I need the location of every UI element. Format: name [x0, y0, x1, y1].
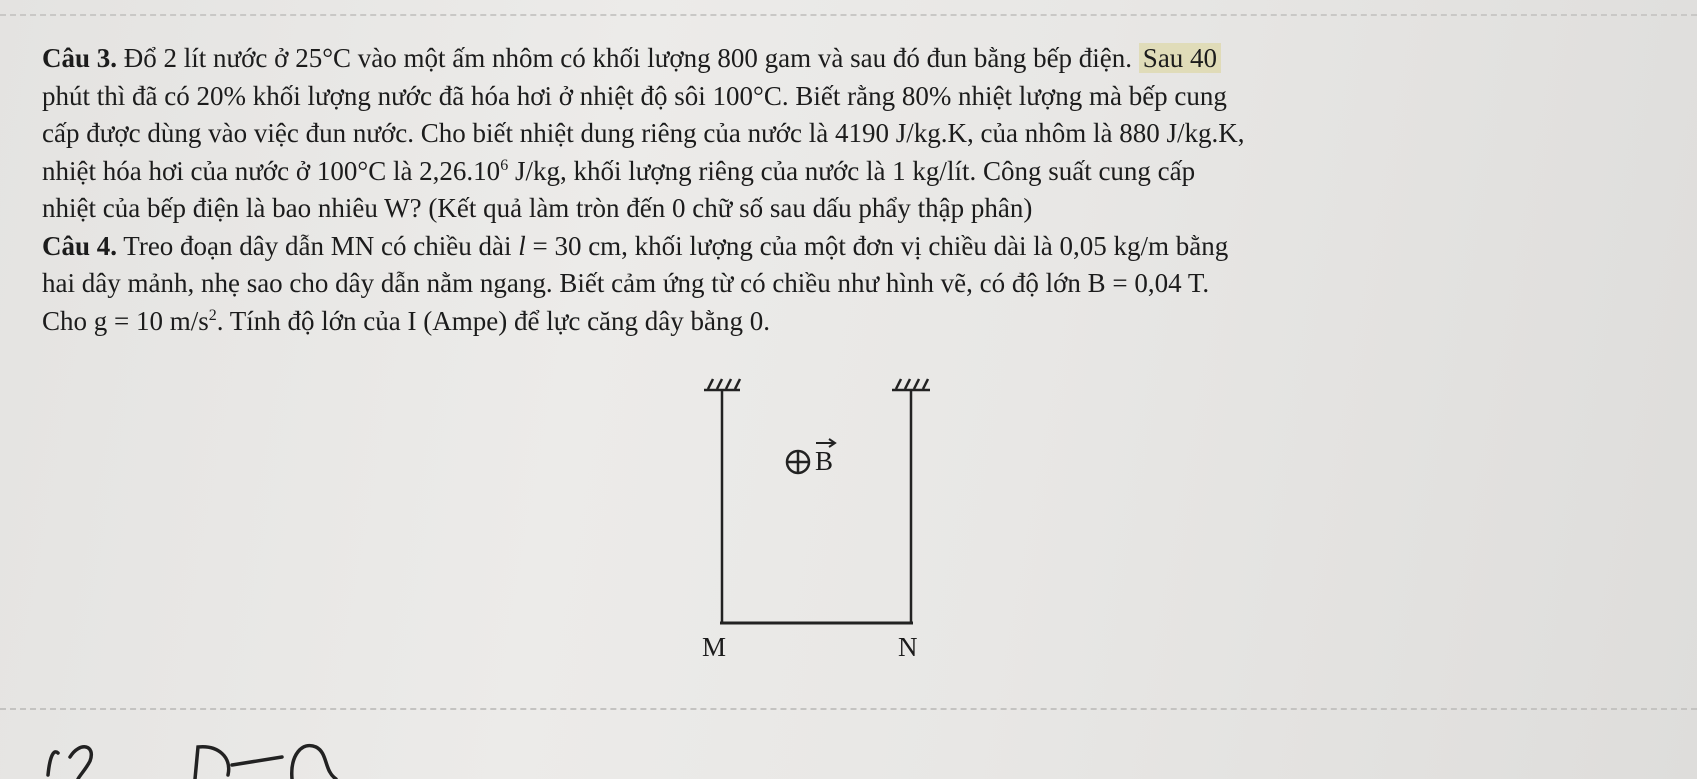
q4-line-2: hai dây mảnh, nhẹ sao cho dây dẫn nằm ngang. Biết cảm ứng từ có chiều như hình vẽ, có độ lớn B = 0,04 T. [42, 268, 1210, 298]
q3-text-1: Đổ 2 lít nước ở 25°C vào một ấm nhôm có khối lượng 800 gam và sau đó đun bằng bếp điện. [117, 43, 1139, 73]
q3-line-2: phút thì đã có 20% khối lượng nước đã hóa hơi ở nhiệt độ sôi 100°C. Biết rằng 80% nhiệt lượng mà bếp cung [42, 80, 1227, 111]
diagram-svg [680, 370, 1020, 670]
top-dashed-divider [0, 14, 1697, 16]
q4-label: Câu 4. [42, 230, 118, 261]
exercise-text [42, 40, 1682, 340]
q3-highlight: Sau 40 [1139, 43, 1221, 73]
label-n: N [898, 632, 918, 662]
bottom-dashed-divider [0, 708, 1697, 710]
q3-label: Câu 3. [42, 43, 118, 73]
handwriting-scribble [40, 735, 360, 779]
q3-exponent: 6 [500, 156, 509, 174]
q4-text-1b: = 30 cm, khối lượng của một đơn vị chiều dài là 0,05 kg/m bằng [525, 230, 1229, 261]
q4-text-3b: . Tính độ lớn của I (Ampe) để lực căng dây bằng 0. [216, 305, 770, 336]
q3-line-5: nhiệt của bếp điện là bao nhiêu W? (Kết quả làm tròn đến 0 chữ số sau dấu phẩy thập phân) [42, 193, 1033, 223]
q3-line-1 [42, 40, 1682, 78]
right-ceiling-support [892, 379, 930, 390]
label-b: B [815, 446, 834, 476]
q3-text-4b: J/kg, khối lượng riêng của nước là 1 kg/lít. Công suất cung cấp [508, 155, 1196, 186]
q4-exponent: 2 [208, 306, 217, 324]
q3-line-3: cấp được dùng vào việc đun nước. Cho biết nhiệt dung riêng của nước là 4190 J/kg.K, của nhôm là 880 J/kg.K, [42, 118, 1245, 148]
q4-text-3a: Cho g = 10 m/s [42, 305, 209, 336]
wire-diagram [680, 370, 1020, 670]
left-ceiling-support [704, 379, 740, 390]
q4-line-3 [42, 303, 1682, 341]
q3-text-4a: nhiệt hóa hơi của nước ở 100°C là 2,26.10 [42, 155, 501, 186]
q3-line-4 [42, 153, 1682, 191]
q4-text-1a: Treo đoạn dây dẫn MN có chiều dài [117, 230, 519, 261]
label-m: M [702, 632, 727, 662]
b-field-into-page-icon [787, 451, 809, 473]
q4-length-variable: l [518, 230, 526, 261]
q4-line-1 [42, 228, 1682, 266]
